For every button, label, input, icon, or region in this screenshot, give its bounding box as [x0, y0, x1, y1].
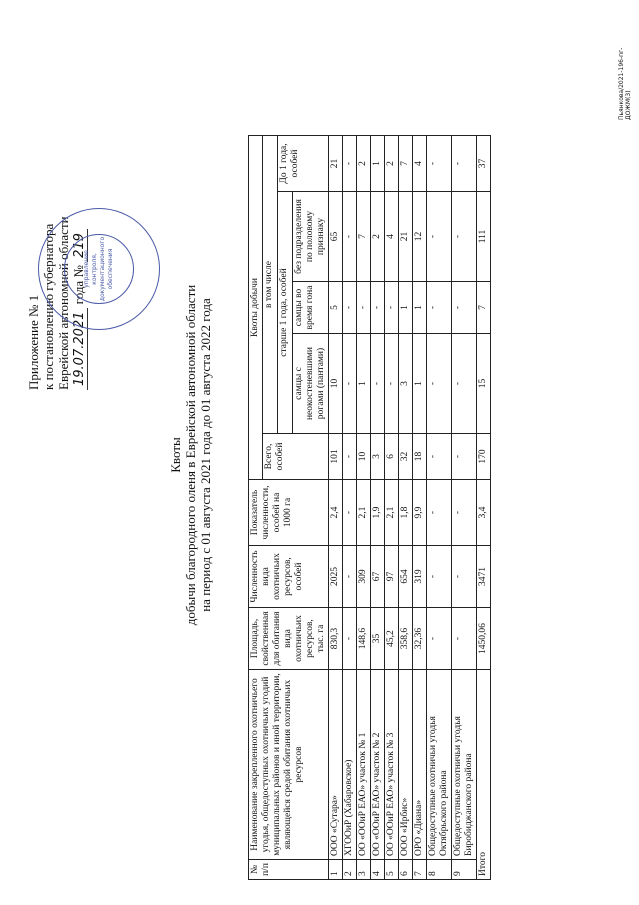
cell-young: 2 — [357, 136, 371, 192]
cell-name: Общедоступные охотничьи угодья Октябрьского района — [427, 670, 452, 860]
cell-total: 32 — [399, 434, 413, 480]
cell-num: 2 — [343, 860, 357, 880]
header-population: Численность вида охотничьих ресурсов, особей — [249, 546, 329, 608]
cell-total: - — [427, 434, 452, 480]
appendix-date: 19.07.2021 — [72, 308, 88, 390]
cell-pop: 319 — [413, 546, 427, 608]
header-no-sex: без подразделения по половому признаку — [293, 192, 329, 282]
cell-pop: - — [343, 546, 357, 608]
cell-young: 21 — [329, 136, 343, 192]
cell-total: 101 — [329, 434, 343, 480]
cell-name: ХГООиР (Хабаровское) — [343, 670, 357, 860]
cell-rut: - — [343, 282, 357, 334]
cell-total: 10 — [357, 434, 371, 480]
title-line1: Квоты — [168, 437, 183, 473]
header-males: самцы с неокостеневшими рогами (пантами) — [293, 334, 329, 434]
cell-dens: 1,9 — [371, 480, 385, 546]
header-older: старше 1 года, особей — [278, 192, 293, 434]
total-males: 15 — [477, 334, 491, 434]
cell-rut: - — [427, 282, 452, 334]
cell-dens: 9,9 — [413, 480, 427, 546]
cell-nosex: 2 — [371, 192, 385, 282]
cell-nosex: 21 — [399, 192, 413, 282]
cell-pop: 309 — [357, 546, 371, 608]
cell-name: Общедоступные охотничьи угодья Биробиджанского района — [452, 670, 477, 860]
cell-num: 8 — [427, 860, 452, 880]
cell-nosex: - — [343, 192, 357, 282]
cell-dens: 2,4 — [329, 480, 343, 546]
cell-total: - — [343, 434, 357, 480]
cell-name: ОРО «Диана» — [413, 670, 427, 860]
total-nosex: 111 — [477, 192, 491, 282]
cell-dens: 1,8 — [399, 480, 413, 546]
cell-total: - — [452, 434, 477, 480]
cell-dens: 2,1 — [385, 480, 399, 546]
cell-pop: 2025 — [329, 546, 343, 608]
cell-area: - — [427, 608, 452, 670]
cell-rut: - — [357, 282, 371, 334]
cell-young: - — [343, 136, 357, 192]
table-row — [399, 136, 413, 880]
header-name: Наименование закрепленного охотничьего угодья, общедоступных охотничьих угодий муниципальных районов и иной территории, являющейся средой обитания охотничьих ресурсов — [249, 670, 329, 860]
appendix-line3: Еврейской автономной области — [56, 216, 71, 390]
cell-area: 45,2 — [385, 608, 399, 670]
cell-pop: - — [427, 546, 452, 608]
total-label: Итого — [477, 670, 491, 880]
cell-dens: - — [452, 480, 477, 546]
table-row — [329, 136, 343, 880]
cell-males: - — [452, 334, 477, 434]
appendix-title: Приложение № 1 — [26, 294, 41, 390]
cell-area: - — [452, 608, 477, 670]
cell-rut: 1 — [399, 282, 413, 334]
cell-nosex: - — [452, 192, 477, 282]
cell-males: 1 — [357, 334, 371, 434]
cell-young: 4 — [413, 136, 427, 192]
cell-pop: 67 — [371, 546, 385, 608]
cell-rut: 1 — [413, 282, 427, 334]
cell-males: 3 — [399, 334, 413, 434]
cell-males: - — [343, 334, 357, 434]
table-row — [413, 136, 427, 880]
cell-young: - — [452, 136, 477, 192]
header-incl: в том числе — [263, 136, 278, 434]
cell-young: 7 — [399, 136, 413, 192]
table-row — [385, 136, 399, 880]
table-row — [357, 136, 371, 880]
cell-name: ОО «ООиР ЕАО» участок № 2 — [371, 670, 385, 860]
total-area: 1450,06 — [477, 608, 491, 670]
table-row — [427, 136, 452, 880]
cell-name: ООО «Сутара» — [329, 670, 343, 860]
appendix-number: 219 — [72, 229, 88, 262]
cell-males: - — [371, 334, 385, 434]
cell-males: - — [427, 334, 452, 434]
cell-young: 1 — [371, 136, 385, 192]
table-row — [371, 136, 385, 880]
header-young: До 1 года, особей — [278, 136, 329, 192]
cell-area: 830,3 — [329, 608, 343, 670]
appendix-line2: к постановлению губернатора — [41, 223, 56, 390]
side-reference-note: Пьянкова/2021-196-пг-ДОЖМ(3) — [618, 47, 632, 120]
cell-area: 32,36 — [413, 608, 427, 670]
cell-dens: - — [343, 480, 357, 546]
cell-area: 358,6 — [399, 608, 413, 670]
table-body — [329, 136, 491, 880]
cell-rut: 5 — [329, 282, 343, 334]
cell-total: 18 — [413, 434, 427, 480]
cell-nosex: 12 — [413, 192, 427, 282]
cell-name: ООО «Ирбис» — [399, 670, 413, 860]
cell-num: 6 — [399, 860, 413, 880]
cell-nosex: 4 — [385, 192, 399, 282]
total-young: 37 — [477, 136, 491, 192]
cell-total: 6 — [385, 434, 399, 480]
cell-name: ОО «ООиР ЕАО» участок № 3 — [385, 670, 399, 860]
cell-nosex: 65 — [329, 192, 343, 282]
cell-num: 5 — [385, 860, 399, 880]
rotated-content — [18, 20, 638, 890]
cell-males: 10 — [329, 334, 343, 434]
cell-dens: - — [427, 480, 452, 546]
cell-rut: - — [452, 282, 477, 334]
cell-area: - — [343, 608, 357, 670]
header-males-rut: самцы во время гона — [293, 282, 329, 334]
document-title — [168, 20, 213, 890]
cell-pop: 654 — [399, 546, 413, 608]
cell-males: - — [385, 334, 399, 434]
cell-num: 9 — [452, 860, 477, 880]
cell-rut: - — [371, 282, 385, 334]
appendix-year-word: года № — [71, 265, 86, 305]
cell-nosex: - — [427, 192, 452, 282]
cell-dens: 2,1 — [357, 480, 371, 546]
cell-males: 1 — [413, 334, 427, 434]
total-pop: 3471 — [477, 546, 491, 608]
seal-inner: управление контроля, документационного обеспечения — [64, 234, 134, 304]
cell-num: 4 — [371, 860, 385, 880]
cell-num: 7 — [413, 860, 427, 880]
total-rut: 7 — [477, 282, 491, 334]
cell-young: - — [427, 136, 452, 192]
total-row — [477, 136, 491, 880]
cell-rut: - — [385, 282, 399, 334]
cell-area: 148,6 — [357, 608, 371, 670]
quota-table — [248, 135, 491, 880]
header-quota: Квоты добычи — [249, 136, 263, 480]
title-line3: на период с 01 августа 2021 года до 01 августа 2022 года — [198, 298, 213, 612]
table-row — [452, 136, 477, 880]
header-num: № п/п — [249, 860, 329, 880]
total-dens: 3,4 — [477, 480, 491, 546]
header-area: Площадь, свойственная для обитания вида охотничьих ресурсов, тыс. га — [249, 608, 329, 670]
cell-young: 2 — [385, 136, 399, 192]
cell-area: 35 — [371, 608, 385, 670]
cell-nosex: 7 — [357, 192, 371, 282]
header-total: Всего, особей — [263, 434, 329, 480]
cell-pop: 97 — [385, 546, 399, 608]
title-line2: добычи благородного оленя в Еврейской автономной области — [183, 284, 198, 626]
header-density: Показатель численности, особей на 1000 га — [249, 480, 329, 546]
cell-num: 3 — [357, 860, 371, 880]
cell-total: 3 — [371, 434, 385, 480]
total-total: 170 — [477, 434, 491, 480]
cell-pop: - — [452, 546, 477, 608]
cell-num: 1 — [329, 860, 343, 880]
cell-name: ОО «ООиР ЕАО» участок № 1 — [357, 670, 371, 860]
official-seal — [38, 208, 160, 330]
table-row — [343, 136, 357, 880]
